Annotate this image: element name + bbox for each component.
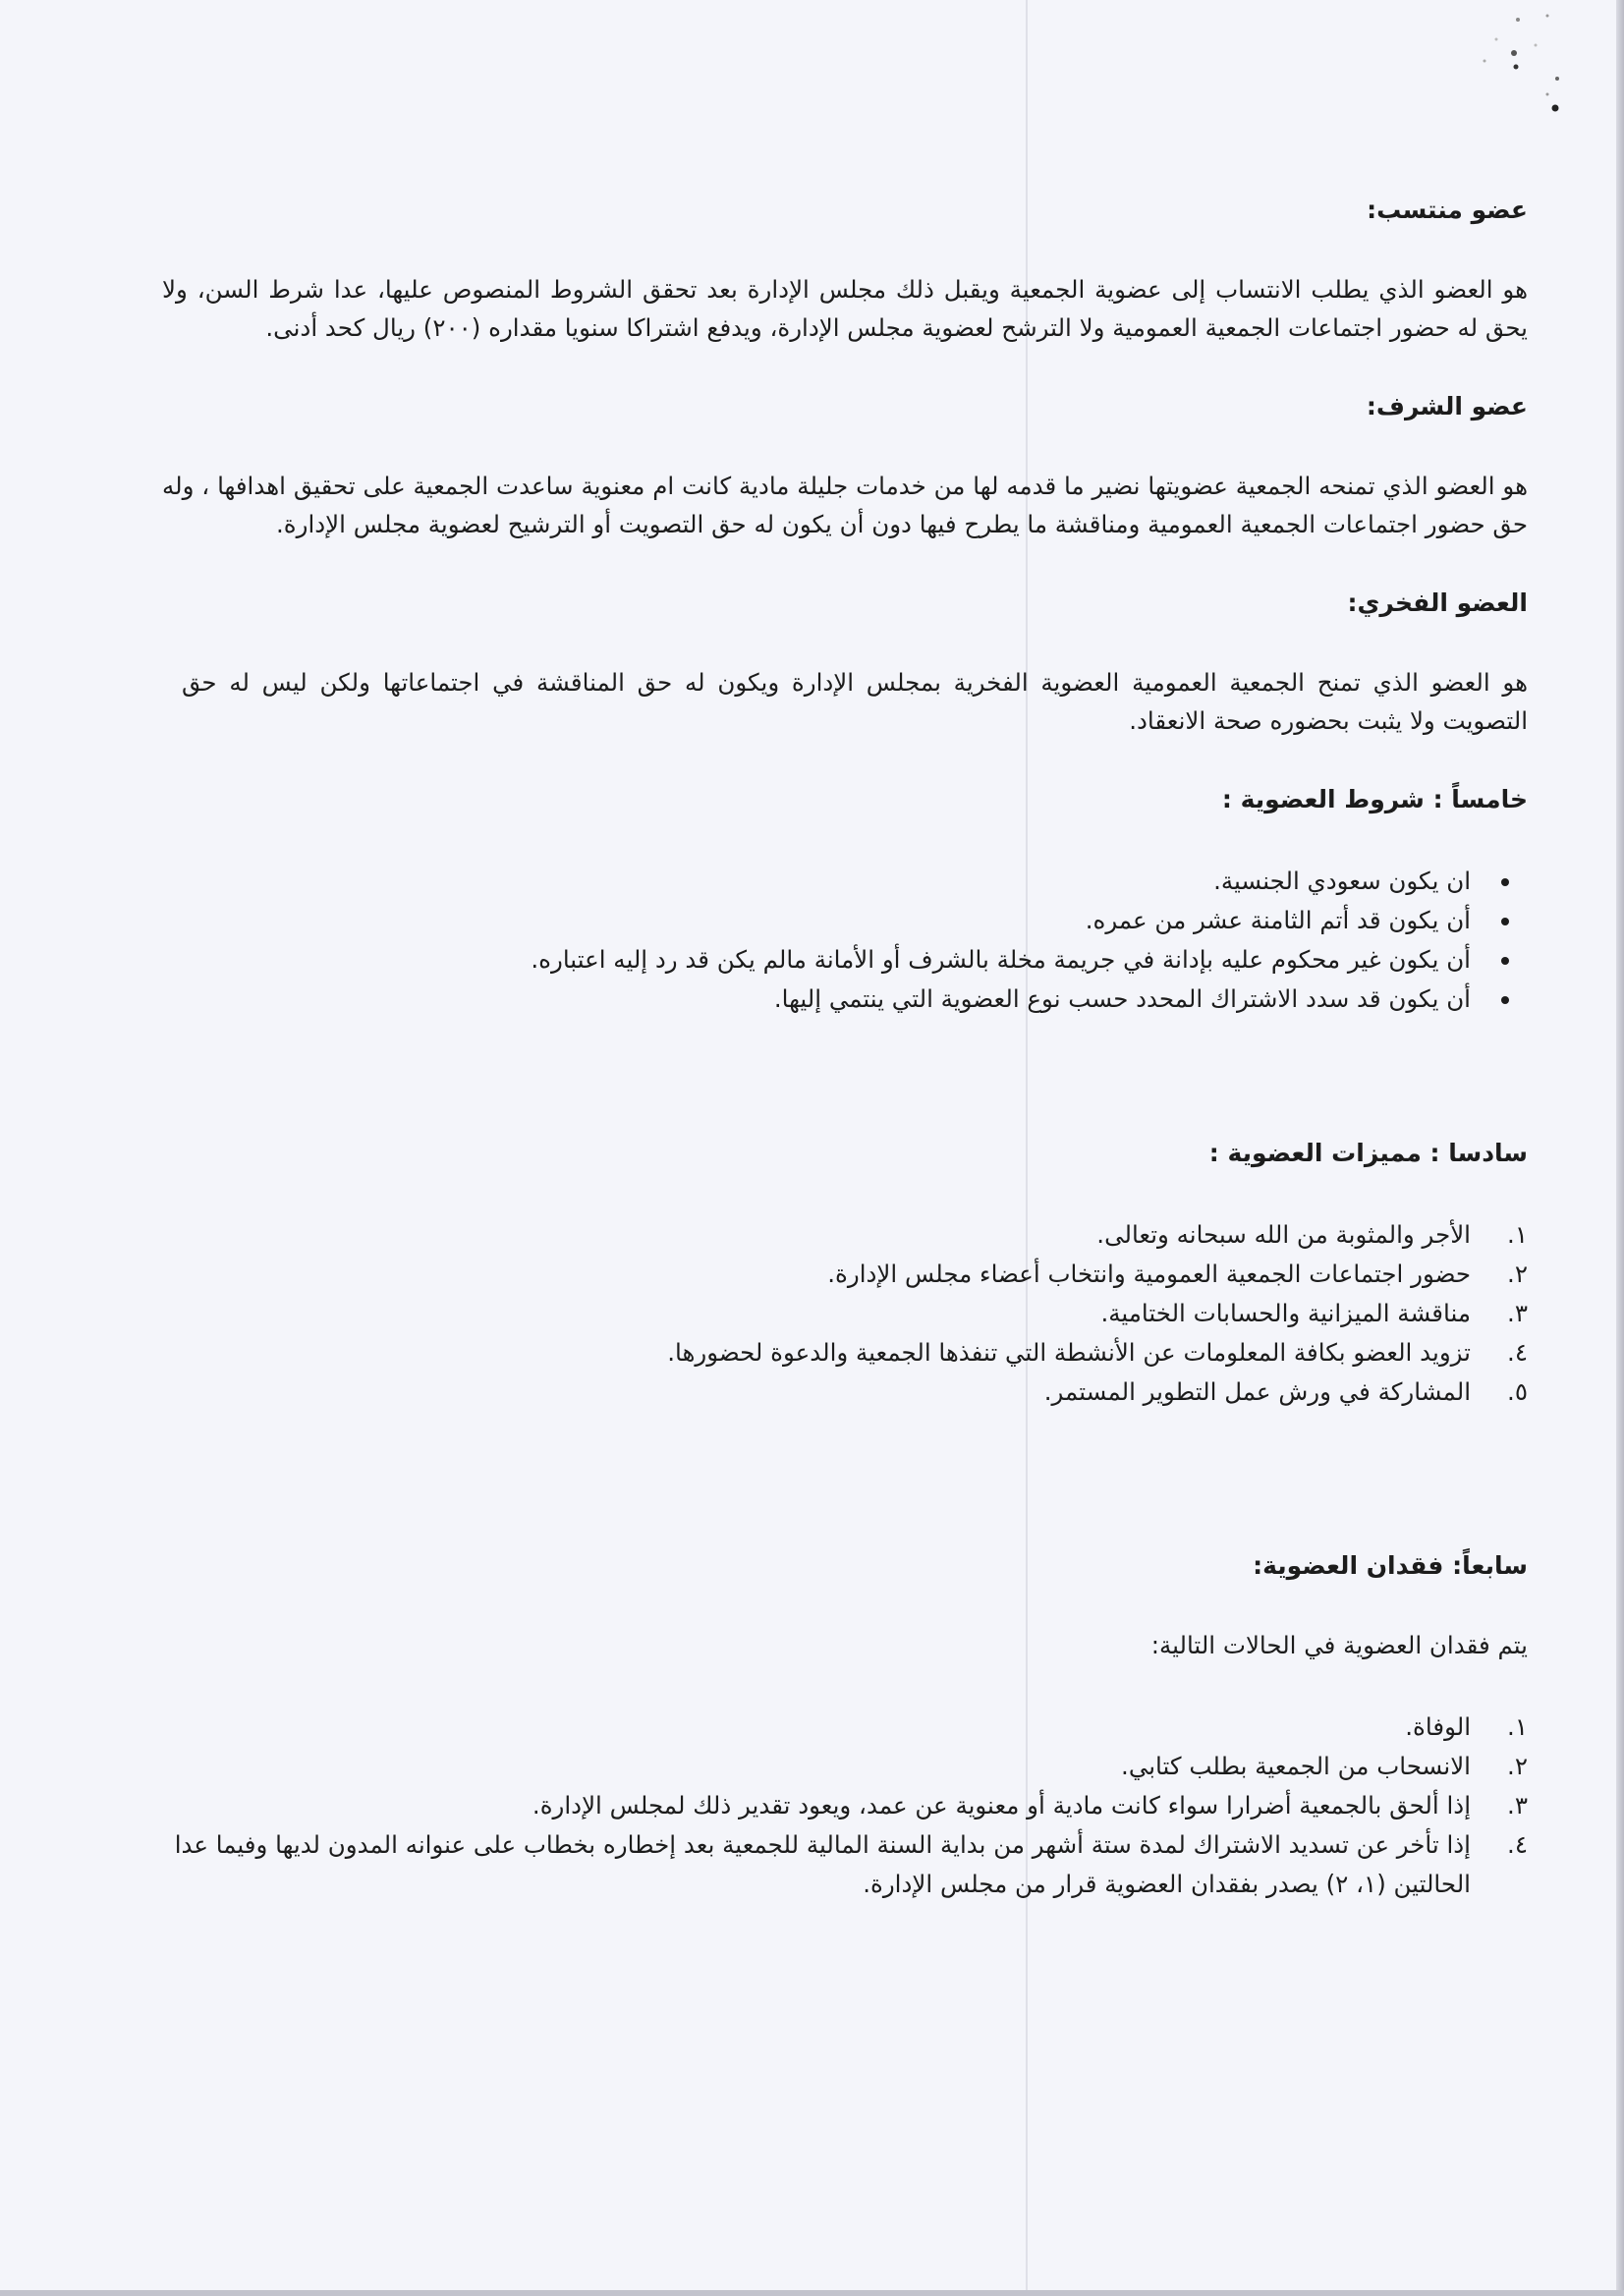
list-item-text: الانسحاب من الجمعية بطلب كتابي. bbox=[1121, 1752, 1471, 1780]
list-item-text: مناقشة الميزانية والحسابات الختامية. bbox=[1100, 1299, 1471, 1327]
conditions-list bbox=[162, 862, 1528, 1019]
scan-specks bbox=[1457, 10, 1565, 157]
list-item bbox=[162, 1708, 1528, 1747]
loss-intro: يتم فقدان العضوية في الحالات التالية: bbox=[1150, 1631, 1528, 1659]
list-item: أن يكون قد أتم الثامنة عشر من عمره. bbox=[162, 901, 1471, 940]
list-item bbox=[162, 1215, 1528, 1255]
section-heading-conditions: خامساً : شروط العضوية : bbox=[1221, 785, 1528, 813]
page-edge-shadow bbox=[1616, 0, 1624, 2296]
list-item-number: ٢. bbox=[1507, 1752, 1528, 1780]
document-body bbox=[162, 192, 1528, 1904]
list-item-number: ٢. bbox=[1507, 1260, 1528, 1288]
list-item-number: ٣. bbox=[1507, 1299, 1528, 1327]
list-item-number: ٥. bbox=[1507, 1377, 1528, 1406]
honorary-member-paragraph: هو العضو الذي تمنح الجمعية العمومية العضوية الفخرية بمجلس الإدارة ويكون له حق المناقشة في اجتماعاتها ولكن ليس له حق التصويت ولا يثبت بحضوره صحة الانعقاد. bbox=[182, 668, 1528, 735]
list-item: ان يكون سعودي الجنسية. bbox=[162, 862, 1471, 901]
list-item bbox=[162, 1333, 1528, 1372]
list-item-number: ٤. bbox=[1507, 1338, 1528, 1367]
list-item bbox=[162, 1786, 1528, 1825]
list-item bbox=[162, 1255, 1528, 1294]
section-heading-benefits: سادسا : مميزات العضوية : bbox=[1208, 1139, 1528, 1167]
benefits-list bbox=[162, 1215, 1528, 1412]
list-item-text: إذا تأخر عن تسديد الاشتراك لمدة ستة أشهر من بداية السنة المالية للجمعية بعد إخطاره بخطاب على عنوانه المدون لديها وفيما عدا الحالتين (١، ٢) يصدر بفقدان العضوية قرار من مجلس الإدارة. bbox=[174, 1830, 1471, 1898]
list-item bbox=[162, 1294, 1528, 1333]
list-item-text: الوفاة. bbox=[1405, 1712, 1471, 1741]
affiliate-member-paragraph: هو العضو الذي يطلب الانتساب إلى عضوية الجمعية ويقبل ذلك مجلس الإدارة بعد تحقق الشروط المنصوص عليها، عدا شرط السن، ولا يحق له حضور اجتماعات الجمعية العمومية ولا الترشح لعضوية مجلس الإدارة، ويدفع اشتراكا سنويا مقداره (٢٠٠) ريال كحد أدنى. bbox=[162, 275, 1528, 342]
section-heading-affiliate-member: عضو منتسب: bbox=[1367, 196, 1528, 224]
list-item-number: ٣. bbox=[1507, 1791, 1528, 1820]
honor-member-paragraph: هو العضو الذي تمنحه الجمعية عضويتها نضير ما قدمه لها من خدمات جليلة مادية كانت ام معنوية ساعدت الجمعية على تحقيق اهدافها ، وله حق حضور اجتماعات الجمعية العمومية ومناقشة ما يطرح فيها دون أن يكون له حق التصويت أو الترشيح لعضوية مجلس الإدارة. bbox=[162, 472, 1528, 538]
list-item-text: المشاركة في ورش عمل التطوير المستمر. bbox=[1043, 1377, 1471, 1406]
list-item bbox=[162, 1372, 1528, 1412]
list-item bbox=[162, 1825, 1528, 1904]
page-bottom-edge bbox=[0, 2290, 1624, 2296]
list-item-number: ١. bbox=[1507, 1220, 1528, 1249]
section-heading-honor-member: عضو الشرف: bbox=[1366, 392, 1528, 420]
list-item-number: ٤. bbox=[1507, 1830, 1528, 1859]
list-item bbox=[162, 1747, 1528, 1786]
list-item-text: حضور اجتماعات الجمعية العمومية وانتخاب أعضاء مجلس الإدارة. bbox=[827, 1260, 1471, 1288]
list-item-number: ١. bbox=[1507, 1712, 1528, 1741]
list-item: أن يكون غير محكوم عليه بإدانة في جريمة مخلة بالشرف أو الأمانة مالم يكن قد رد إليه اعتباره. bbox=[162, 940, 1471, 980]
list-item: أن يكون قد سدد الاشتراك المحدد حسب نوع العضوية التي ينتمي إليها. bbox=[162, 980, 1471, 1019]
list-item-text: تزويد العضو بكافة المعلومات عن الأنشطة التي تنفذها الجمعية والدعوة لحضورها. bbox=[667, 1338, 1471, 1367]
loss-list bbox=[162, 1708, 1528, 1904]
section-heading-honorary-member: العضو الفخري: bbox=[1347, 588, 1528, 617]
section-heading-loss: سابعاً: فقدان العضوية: bbox=[1253, 1551, 1528, 1580]
list-item-text: الأجر والمثوبة من الله سبحانه وتعالى. bbox=[1096, 1220, 1471, 1249]
list-item-text: إذا ألحق بالجمعية أضرارا سواء كانت مادية أو معنوية عن عمد، ويعود تقدير ذلك لمجلس الإدارة. bbox=[532, 1791, 1471, 1820]
